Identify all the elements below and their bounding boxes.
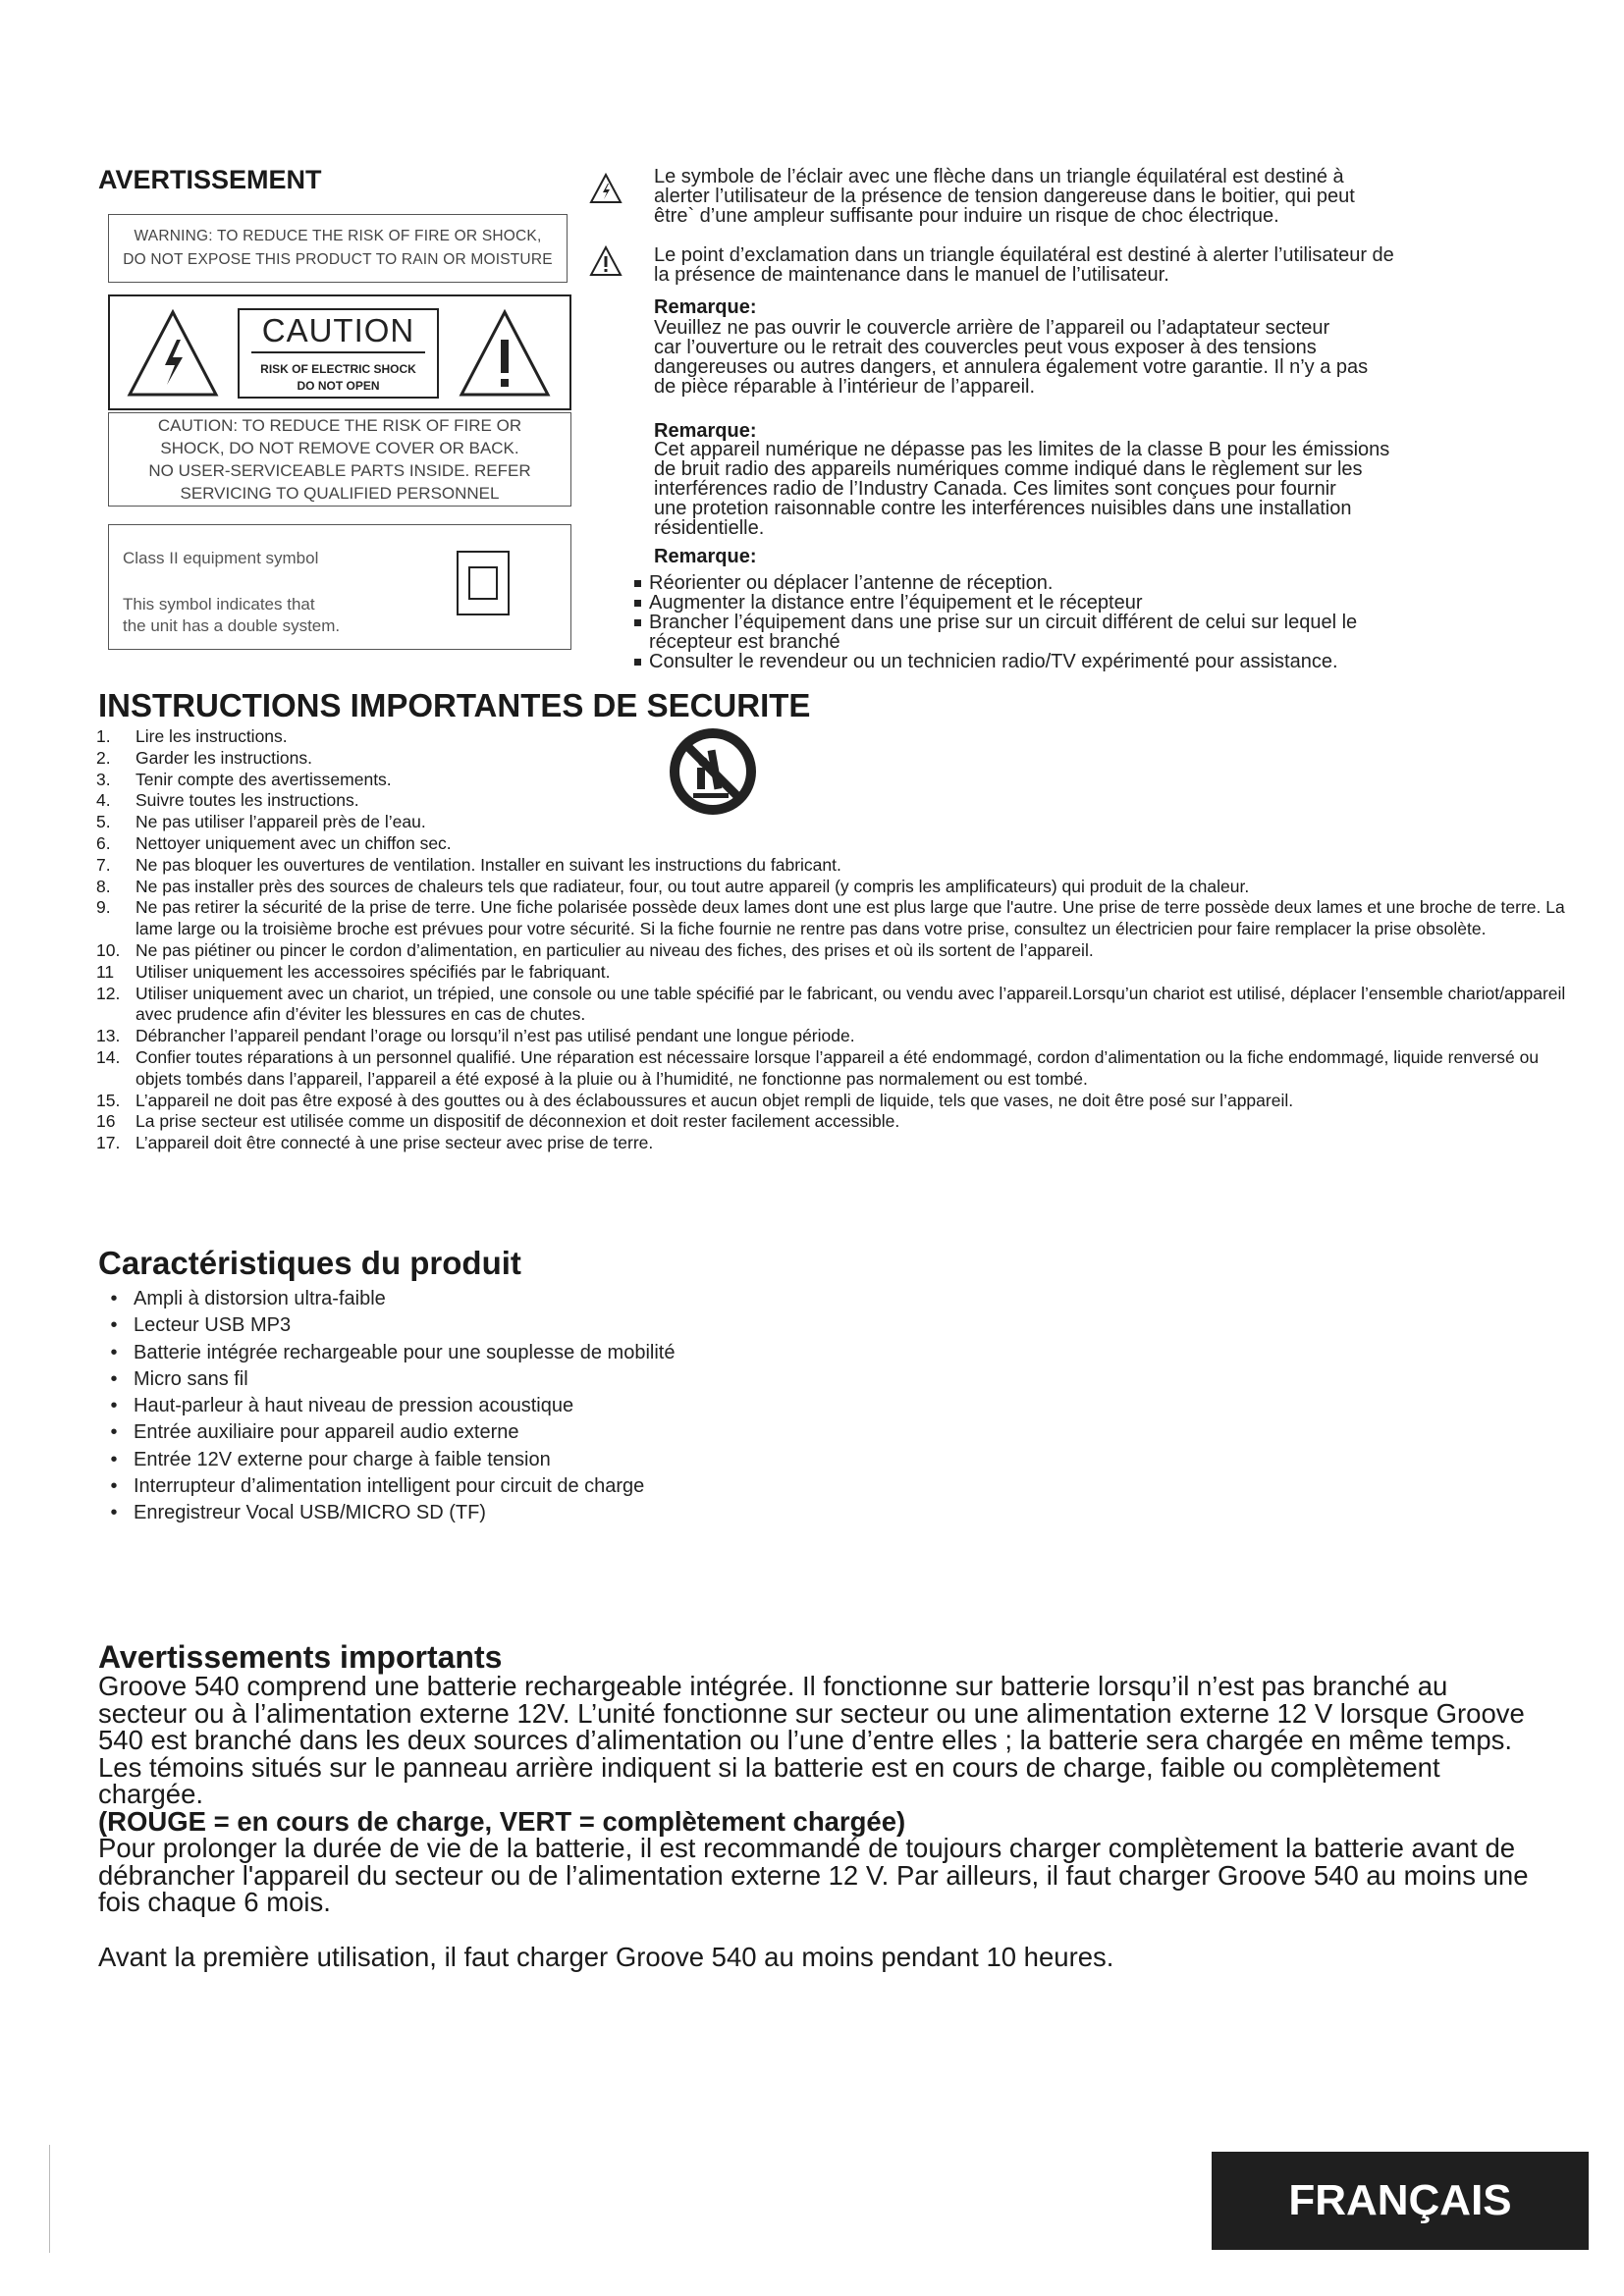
remark-heading: Remarque: xyxy=(654,546,757,567)
caution-title: CAUTION xyxy=(251,310,425,353)
paragraph: Avant la première utilisation, il faut charger Groove 540 au moins pendant 10 heures. xyxy=(98,1941,1114,1972)
list-item: • Entrée auxiliaire pour appareil audio externe xyxy=(94,1419,675,1446)
list-item: • Ampli à distorsion ultra-faible xyxy=(94,1286,675,1312)
remark-2-text xyxy=(654,440,1538,538)
language-badge: FRANÇAIS xyxy=(1212,2152,1589,2250)
paragraph: Les témoins situés sur le panneau arrière indiquent si la batterie est en cours de charge, faible ou complètement chargée. xyxy=(98,1751,1440,1809)
text-line: de bruit radio des appareils numériques comme indiqué dans le règlement sur les xyxy=(654,458,1363,480)
list-item xyxy=(96,748,1569,770)
item-number: 15. xyxy=(96,1090,121,1110)
exclamation-warning-icon xyxy=(458,306,552,400)
item-text: Garder les instructions. xyxy=(135,747,312,768)
item-number: 9. xyxy=(96,897,111,918)
led-legend: (ROUGE = en cours de charge, VERT = complètement chargée) xyxy=(98,1805,906,1837)
features-list xyxy=(94,1286,675,1527)
item-text: Débrancher l’appareil pendant l’orage ou lorsqu’il n’est pas utilisé pendant une longue période. xyxy=(135,1026,855,1046)
lightning-triangle-icon xyxy=(589,173,623,204)
list-item: • Batterie intégrée rechargeable pour une souplesse de mobilité xyxy=(94,1340,675,1366)
caution-text-box xyxy=(108,412,571,507)
list-item-text: Augmenter la distance entre l’équipement et le récepteur xyxy=(649,592,1143,614)
lightning-symbol-text xyxy=(654,167,1538,226)
item-number: 10. xyxy=(96,939,121,960)
list-item xyxy=(96,1133,1569,1154)
paragraph: Groove 540 comprend une batterie rechargeable intégrée. Il fonctionne sur batterie lorsqu’il n’est pas branché au secteur ou à l’alimentation externe 12V. L’unité fonctionne sur secteur ou une alimentation externe 12 V lorsque Groove 540 est branché dans les deux sources d’alimentation ou l’une d’entre elles ; la batterie sera chargée en même temps. xyxy=(98,1671,1525,1755)
class-ii-line: the unit has a double system. xyxy=(123,616,341,635)
list-item xyxy=(634,632,1538,652)
list-item xyxy=(96,770,1569,791)
list-item-text: Consulter le revendeur ou un technicien radio/TV expérimenté pour assistance. xyxy=(649,651,1338,672)
list-item xyxy=(96,1111,1569,1133)
list-item xyxy=(634,593,1538,613)
text-line: de pièce réparable à l’intérieur de l’appareil. xyxy=(654,376,1036,398)
list-item xyxy=(96,877,1569,898)
text-line: résidentielle. xyxy=(654,517,765,539)
list-item: • Interrupteur d’alimentation intelligent pour circuit de charge xyxy=(94,1473,675,1500)
list-item xyxy=(96,984,1569,1027)
double-insulation-icon xyxy=(457,551,510,615)
class-ii-box xyxy=(108,524,571,650)
list-item-text: Réorienter ou déplacer l’antenne de réception. xyxy=(649,572,1054,594)
list-item: • Haut-parleur à haut niveau de pression acoustique xyxy=(94,1393,675,1419)
text-line: Le symbole de l’éclair avec une flèche dans un triangle équilatéral est destiné à xyxy=(654,166,1344,187)
text-line: être` d’une ampleur suffisante pour induire un risque de choc électrique. xyxy=(654,205,1279,227)
item-text: Ne pas retirer la sécurité de la prise de terre. Une fiche polarisée possède deux lames dont une est plus large que l'autre. Une prise de terre possède deux lames et une broche de terre. La lame large ou la troisième broche est prévues pour votre sécurité. Si la fiche fournie ne rentre pas dans votre prise, consultez un électricien pour faire remplacer la prise obsolète. xyxy=(135,897,1565,939)
item-text: Ne pas bloquer les ouvertures de ventilation. Installer en suivant les instructions du fabricant. xyxy=(135,854,841,875)
caution-line: NO USER-SERVICEABLE PARTS INSIDE. REFER xyxy=(148,461,531,480)
list-item-text: Brancher l’équipement dans une prise sur un circuit différent de celui sur lequel le xyxy=(649,612,1358,633)
list-item: • Lecteur USB MP3 xyxy=(94,1312,675,1339)
caution-subtitle: DO NOT OPEN xyxy=(297,379,380,393)
item-number: 14. xyxy=(96,1046,121,1067)
class-ii-description xyxy=(123,594,398,637)
list-item: • Entrée 12V externe pour charge à faible tension xyxy=(94,1447,675,1473)
text-line: interférences radio de l’Industry Canada. Ces limites sont conçues pour fournir xyxy=(654,478,1336,500)
warning-line: DO NOT EXPOSE THIS PRODUCT TO RAIN OR MOISTURE xyxy=(123,251,553,268)
class-ii-line: This symbol indicates that xyxy=(123,595,315,614)
item-text: Confier toutes réparations à un personnel qualifié. Une réparation est nécessaire lorsque l’appareil a été endommagé, cordon d’alimentation ou la fiche endommagé, liquide renversé ou objets tombés dans l’appareil, l’appareil a été exposé à la pluie ou à l’humidité, ne fonctionne pas normalement ou est tombé. xyxy=(135,1046,1540,1089)
electric-shock-warning-icon xyxy=(126,306,220,400)
list-item-text: Entrée auxiliaire pour appareil audio externe xyxy=(134,1421,519,1444)
list-item xyxy=(96,962,1569,984)
list-item-text: Ampli à distorsion ultra-faible xyxy=(134,1288,386,1309)
item-number: 7. xyxy=(96,854,111,875)
class-ii-title: Class II equipment symbol xyxy=(123,549,319,567)
warning-heading: AVERTISSEMENT xyxy=(98,165,322,194)
item-text: L’appareil ne doit pas être exposé à des gouttes ou à des éclaboussures et aucun objet rempli de liquide, tels que vases, ne doit être posé sur l’appareil. xyxy=(135,1090,1294,1110)
item-number: 6. xyxy=(96,832,111,853)
list-item-text: Micro sans fil xyxy=(134,1367,248,1390)
item-text: Suivre toutes les instructions. xyxy=(135,790,359,811)
list-item xyxy=(96,812,1569,833)
text-line: Le point d’exclamation dans un triangle équilatéral est destiné à alerter l’utilisateur de xyxy=(654,244,1394,266)
item-text: Tenir compte des avertissements. xyxy=(135,769,392,789)
list-item xyxy=(96,940,1569,962)
exclamation-triangle-icon xyxy=(589,245,623,277)
item-text: La prise secteur est utilisée comme un dispositif de déconnexion et doit rester facilement accessible. xyxy=(135,1111,900,1132)
item-text: Lire les instructions. xyxy=(135,726,288,746)
item-number: 8. xyxy=(96,876,111,896)
item-number: 13. xyxy=(96,1026,121,1046)
item-number: 16 xyxy=(96,1111,116,1132)
item-number: 17. xyxy=(96,1133,121,1153)
warning-line: WARNING: TO REDUCE THE RISK OF FIRE OR SHOCK, xyxy=(134,228,542,244)
list-item xyxy=(634,652,1538,671)
item-number: 3. xyxy=(96,769,111,789)
text-line: la présence de maintenance dans le manuel de l’utilisateur. xyxy=(654,264,1169,286)
text-line: une protetion raisonnable contre les interférences nuisibles dans une installation xyxy=(654,498,1352,519)
remark-heading: Remarque: xyxy=(654,296,757,318)
item-number: 2. xyxy=(96,747,111,768)
list-item-text: Batterie intégrée rechargeable pour une souplesse de mobilité xyxy=(134,1341,676,1363)
item-text: Utiliser uniquement les accessoires spécifiés par le fabriquant. xyxy=(135,961,611,982)
warning-box xyxy=(108,214,568,283)
caution-center-box xyxy=(238,308,439,399)
list-item-text: Haut-parleur à haut niveau de pression acoustique xyxy=(134,1395,574,1417)
list-item xyxy=(96,1026,1569,1047)
list-item xyxy=(634,613,1538,632)
page-divider xyxy=(49,2145,50,2253)
list-item-text: Enregistreur Vocal USB/MICRO SD (TF) xyxy=(134,1502,486,1524)
item-text: Ne pas utiliser l’appareil près de l’eau. xyxy=(135,812,426,832)
text-line: car l’ouverture ou le retrait des couvercles peut vous exposer à des tensions xyxy=(654,337,1317,358)
text-line: alerter l’utilisateur de la présence de tension dangereuse dans le boitier, qui peut xyxy=(654,186,1355,207)
list-item xyxy=(634,573,1538,593)
list-item xyxy=(96,1047,1569,1091)
caution-subtitle: RISK OF ELECTRIC SHOCK xyxy=(260,362,416,376)
item-number: 5. xyxy=(96,812,111,832)
text-line: dangereuses ou autres dangers, et annulera également votre garantie. Il n’y a pas xyxy=(654,356,1369,378)
list-item xyxy=(96,833,1569,855)
important-heading: Avertissements importants xyxy=(98,1639,503,1675)
text-line: Cet appareil numérique ne dépasse pas les limites de la classe B pour les émissions xyxy=(654,439,1390,460)
item-number: 4. xyxy=(96,790,111,811)
list-item xyxy=(96,790,1569,812)
list-item-text: récepteur est branché xyxy=(649,631,840,653)
item-text: L’appareil doit être connecté à une prise secteur avec prise de terre. xyxy=(135,1133,654,1153)
remark-1-text xyxy=(654,318,1538,397)
exclamation-symbol-text xyxy=(654,245,1538,285)
list-item xyxy=(96,726,1569,748)
list-item-text: Entrée 12V externe pour charge à faible tension xyxy=(134,1448,551,1470)
list-item xyxy=(96,1091,1569,1112)
item-text: Utiliser uniquement avec un chariot, un trépied, une console ou une table spécifié par le fabricant, ou vendu avec l’appareil.Lorsqu’un chariot est utilisé, déplacer l’ensemble chariot/appareil avec prudence afin d’éviter les blessures en cas de chutes. xyxy=(135,983,1566,1025)
list-item-text: Interrupteur d’alimentation intelligent pour circuit de charge xyxy=(134,1475,645,1498)
caution-label-panel xyxy=(108,294,571,410)
remark-3-list xyxy=(634,573,1538,671)
remark-heading: Remarque: xyxy=(654,420,757,442)
text-line: Veuillez ne pas ouvrir le couvercle arrière de l’appareil ou l’adaptateur secteur xyxy=(654,317,1330,339)
caution-line: SHOCK, DO NOT REMOVE COVER OR BACK. xyxy=(160,439,519,457)
features-heading: Caractéristiques du produit xyxy=(98,1245,521,1281)
list-item xyxy=(96,855,1569,877)
item-text: Nettoyer uniquement avec un chiffon sec. xyxy=(135,832,452,853)
list-item-text: Lecteur USB MP3 xyxy=(134,1314,292,1337)
important-body xyxy=(98,1673,1532,1970)
caution-line: SERVICING TO QUALIFIED PERSONNEL xyxy=(180,484,500,503)
caution-line: CAUTION: TO REDUCE THE RISK OF FIRE OR xyxy=(157,416,522,435)
list-item xyxy=(96,897,1569,940)
safety-list xyxy=(96,726,1569,1154)
safety-heading: INSTRUCTIONS IMPORTANTES DE SECURITE xyxy=(98,687,811,723)
paragraph: Pour prolonger la durée de vie de la batterie, il est recommandé de toujours charger complètement la batterie avant de débrancher l'appareil du secteur ou de l’alimentation externe 12 V. Par ailleurs, il faut charger Groove 540 au moins une fois chaque 6 mois. xyxy=(98,1833,1529,1917)
item-text: Ne pas piétiner ou pincer le cordon d’alimentation, en particulier au niveau des fiches, des prises et où ils sortent de l’appareil. xyxy=(135,939,1094,960)
item-number: 11 xyxy=(96,961,115,982)
item-text: Ne pas installer près des sources de chaleurs tels que radiateur, four, ou tout autre appareil (y compris les amplificateurs) qui produit de la chaleur. xyxy=(135,876,1250,896)
list-item: • Enregistreur Vocal USB/MICRO SD (TF) xyxy=(94,1500,675,1526)
item-number: 12. xyxy=(96,983,121,1003)
item-number: 1. xyxy=(96,726,111,746)
list-item: • Micro sans fil xyxy=(94,1366,675,1393)
